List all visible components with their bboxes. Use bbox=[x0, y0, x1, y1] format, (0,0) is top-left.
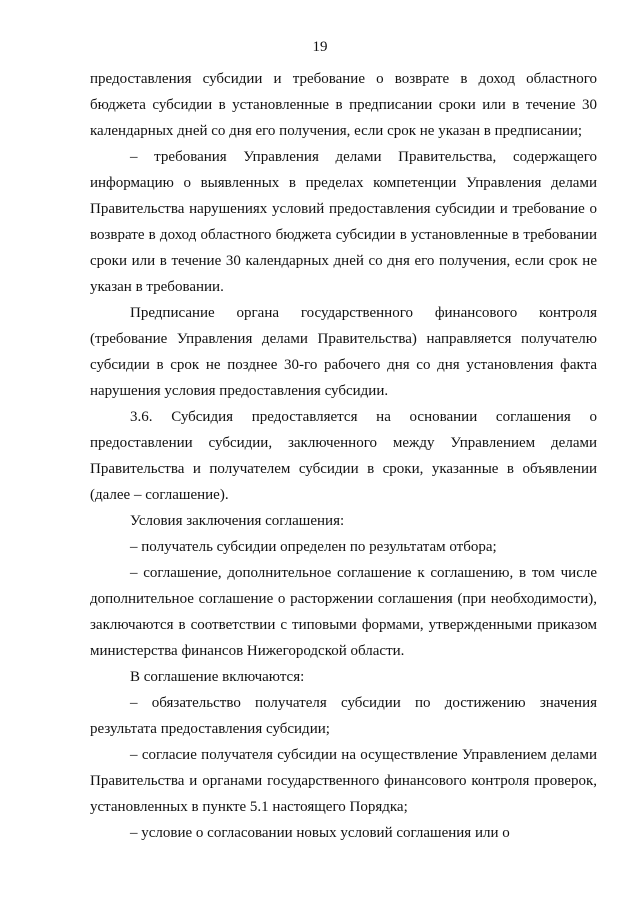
paragraph-continuation: предоставления субсидии и требование о возврате в доход областного бюджета субсидии в установленные в предписании сроки или в течение 30 календарных дней со дня его получения, если срок не указан в предписании; bbox=[90, 71, 597, 139]
paragraph-includes-heading: В соглашение включаются: bbox=[130, 669, 305, 685]
paragraph-requirement-item: – требования Управления делами Правительства, содержащего информацию о выявленных в пределах компетенции Управления делами Правительства нарушениях условий предоставления субсидии и требование о возврате в доход областного бюджета субсидии в установленные в требовании сроки или в течение 30 календарных дней со дня его получения, если срок не указан в требовании. bbox=[90, 149, 597, 295]
paragraph-prescription: Предписание органа государственного финансового контроля (требование Управления делами Правительства) направляется получателю субсидии в срок не позднее 30-го рабочего дня со дня установления факта нарушения условия предоставления субсидии. bbox=[90, 305, 597, 399]
paragraph-condition-item: – получатель субсидии определен по результатам отбора; bbox=[130, 539, 497, 555]
paragraph-includes-item: – согласие получателя субсидии на осуществление Управлением делами Правительства и органами государственного финансового контроля проверок, установленных в пункте 5.1 настоящего Порядка; bbox=[90, 747, 597, 815]
paragraph-section-3-6: 3.6. Субсидия предоставляется на основании соглашения о предоставлении субсидии, заключенного между Управлением делами Правительства и получателем субсидии в сроки, указанные в объявлении (далее – соглашение). bbox=[90, 409, 597, 503]
document-body bbox=[90, 66, 597, 846]
paragraph-condition-item: – соглашение, дополнительное соглашение к соглашению, в том числе дополнительное соглашение о расторжении соглашения (при необходимости), заключаются в соответствии с типовыми формами, утвержденными приказом министерства финансов Нижегородской области. bbox=[90, 565, 597, 659]
page-number: 19 bbox=[312, 39, 328, 55]
paragraph-includes-item: – условие о согласовании новых условий соглашения или о bbox=[130, 825, 510, 841]
paragraph-conditions-heading: Условия заключения соглашения: bbox=[130, 513, 345, 529]
paragraph-includes-item: – обязательство получателя субсидии по достижению значения результата предоставления субсидии; bbox=[90, 695, 597, 737]
